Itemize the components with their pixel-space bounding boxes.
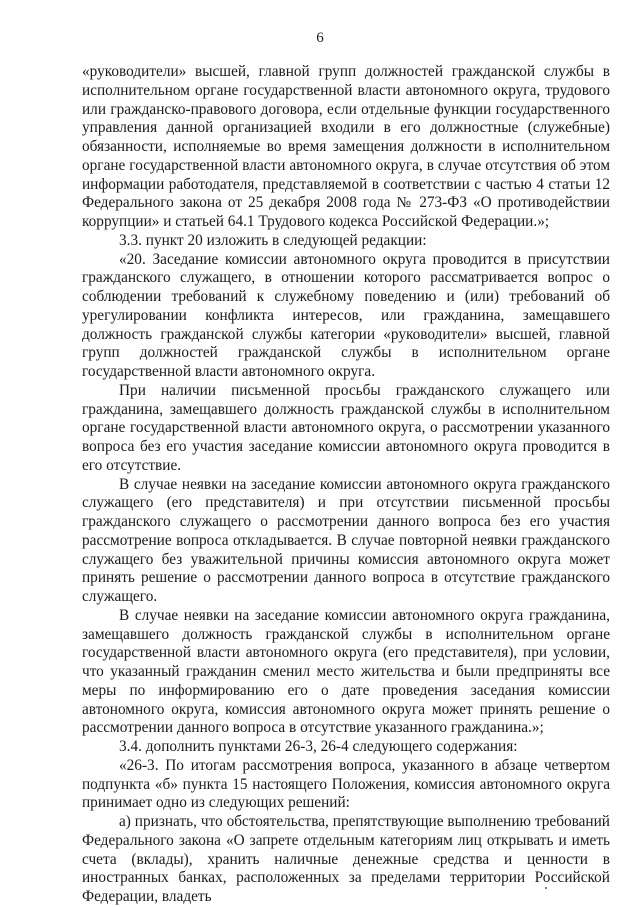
paragraph-clause-3-3: 3.3. пункт 20 изложить в следующей редакции: — [119, 231, 427, 249]
document-body — [82, 63, 610, 907]
paragraph-citizen-absence: В случае неявки на заседание комиссии автономного округа гражданина, замещавшего должность гражданской службы в исполнительном органе государственной власти автономного округа (его представителя), при условии, что указанный гражданин сменил место жительства и были предприняты все меры по информированию его о дате проведения заседания комиссии автономного округа, комиссия автономного округа может принять решение о рассмотрении данного вопроса в отсутствие указанного гражданина.»; — [82, 606, 610, 737]
scan-speck — [545, 887, 547, 889]
paragraph-subitem-a: а) признать, что обстоятельства, препятствующие выполнению требований Федерального закона «О запрете отдельным категориям лиц открывать и иметь счета (вклады), хранить наличные денежные средства и ценности в иностранных банках, расположенных за пределами территории Российской Федерации, владеть — [82, 813, 610, 905]
paragraph-item-26-3: «26-3. По итогам рассмотрения вопроса, указанного в абзаце четвертом подпункта «б» пункта 15 настоящего Положения, комиссия автономного округа принимает одно из следующих решений: — [82, 756, 610, 812]
paragraph-clause-3-4: 3.4. дополнить пунктами 26-3, 26-4 следующего содержания: — [119, 738, 518, 755]
paragraph-employee-absence: В случае неявки на заседание комиссии автономного округа гражданского служащего (его представителя) и при отсутствии письменной просьбы гражданского служащего о рассмотрении данного вопроса без его участия рассмотрение вопроса откладывается. В случае повторной неявки гражданского служащего без уважительной причины комиссия автономного округа может принять решение о рассмотрении данного вопроса в отсутствие гражданского служащего. — [82, 475, 610, 605]
paragraph-continuation: «руководители» высшей, главной групп должностей гражданской службы в исполнительном органе государственной власти автономного округа, трудового или гражданско-правового договора, если отдельные функции государственного управления данной организацией входили в его должностные (служебные) обязанности, исполняемые во время замещения должности в исполнительном органе государственной власти автономного округа, в случае отсутствия об этом информации работодателя, представляемой в соответствии с частью 4 статьи 12 Федерального закона от 25 декабря 2008 года № 273-ФЗ «О противодействии коррупции» и статьей 64.1 Трудового кодекса Российской Федерации.»; — [82, 63, 610, 230]
paragraph-item-20: «20. Заседание комиссии автономного округа проводится в присутствии гражданского служащего, в отношении которого рассматривается вопрос о соблюдении требований к служебному поведению и (или) требований об урегулировании конфликта интересов, или гражданина, замещавшего должность гражданской службы категории «руководители» высшей, главной групп должностей гражданской службы в исполнительном органе государственной власти автономного округа. — [82, 250, 610, 380]
page-number: 6 — [316, 30, 324, 46]
paragraph-written-request: При наличии письменной просьбы гражданского служащего или гражданина, замещавшего должность гражданской службы в исполнительном органе государственной власти автономного округа, о рассмотрении указанного вопроса без его участия заседание комиссии автономного округа проводится в его отсутствие. — [82, 381, 610, 474]
